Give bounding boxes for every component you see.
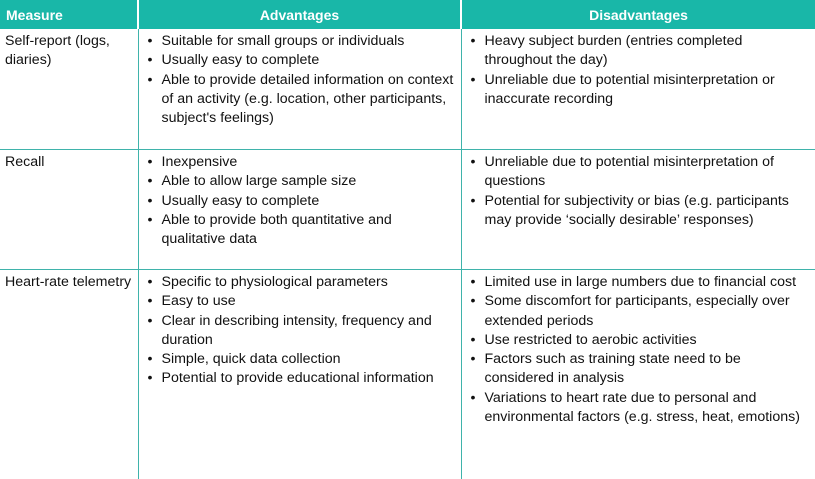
- list-item: [467, 292, 812, 331]
- list-item: [144, 292, 457, 311]
- disadvantages-list: [467, 273, 812, 427]
- disadvantages-list: [467, 153, 812, 230]
- list-item: [144, 273, 457, 292]
- bullet-icon: •: [471, 71, 476, 90]
- advantages-cell: [138, 150, 461, 270]
- bullet-icon: •: [148, 153, 153, 172]
- list-item-text: Clear in describing intensity, frequency and duration: [162, 313, 432, 348]
- table-row: [0, 270, 815, 479]
- bullet-icon: •: [148, 273, 153, 292]
- list-item: [144, 153, 457, 172]
- header-row: [0, 0, 815, 29]
- advantages-cell: [138, 270, 461, 479]
- bullet-icon: •: [148, 32, 153, 51]
- list-item: [467, 389, 812, 428]
- table-row: [0, 150, 815, 270]
- table-header: [0, 0, 815, 29]
- list-item: [144, 192, 457, 211]
- bullet-icon: •: [471, 292, 476, 311]
- bullet-icon: •: [148, 172, 153, 191]
- list-item: [144, 32, 457, 51]
- list-item-text: Usually easy to complete: [162, 52, 320, 68]
- list-item-text: Variations to heart rate due to personal and environmental factors (e.g. stress, heat, emotions): [485, 390, 800, 425]
- bullet-icon: •: [471, 153, 476, 172]
- list-item: [467, 71, 812, 110]
- list-item: [467, 350, 812, 389]
- list-item-text: Usually easy to complete: [162, 193, 320, 209]
- list-item: [144, 369, 457, 388]
- list-item: [144, 71, 457, 129]
- table-row: [0, 29, 815, 150]
- list-item: [144, 312, 457, 351]
- bullet-icon: •: [148, 292, 153, 311]
- bullet-icon: •: [471, 331, 476, 350]
- header-disadvantages: Disadvantages: [461, 0, 815, 29]
- list-item-text: Unreliable due to potential misinterpretation of questions: [485, 154, 774, 189]
- list-item-text: Potential for subjectivity or bias (e.g. participants may provide ‘socially desirable’ responses): [485, 193, 789, 228]
- list-item: [467, 32, 812, 71]
- bullet-icon: •: [148, 350, 153, 369]
- disadvantages-cell: [461, 29, 815, 150]
- bullet-icon: •: [471, 32, 476, 51]
- list-item-text: Inexpensive: [162, 154, 238, 170]
- disadvantages-cell: [461, 150, 815, 270]
- bullet-icon: •: [471, 389, 476, 408]
- bullet-icon: •: [471, 192, 476, 211]
- list-item-text: Potential to provide educational information: [162, 370, 434, 386]
- list-item: [467, 331, 812, 350]
- disadvantages-cell: [461, 270, 815, 479]
- table-body: [0, 29, 815, 479]
- measure-cell: Self-report (logs, diaries): [0, 29, 138, 150]
- list-item-text: Able to provide both quantitative and qualitative data: [162, 212, 392, 247]
- bullet-icon: •: [148, 369, 153, 388]
- list-item-text: Easy to use: [162, 293, 236, 309]
- disadvantages-list: [467, 32, 812, 109]
- list-item-text: Limited use in large numbers due to financial cost: [485, 274, 797, 290]
- bullet-icon: •: [148, 211, 153, 230]
- list-item: [467, 273, 812, 292]
- list-item: [144, 211, 457, 250]
- list-item-text: Specific to physiological parameters: [162, 274, 388, 290]
- bullet-icon: •: [148, 312, 153, 331]
- list-item-text: Simple, quick data collection: [162, 351, 341, 367]
- list-item-text: Some discomfort for participants, especially over extended periods: [485, 293, 790, 328]
- measure-cell: Recall: [0, 150, 138, 270]
- advantages-list: [144, 273, 457, 389]
- measure-cell: Heart-rate telemetry: [0, 270, 138, 479]
- bullet-icon: •: [148, 71, 153, 90]
- list-item-text: Unreliable due to potential misinterpretation or inaccurate recording: [485, 72, 775, 107]
- bullet-icon: •: [148, 192, 153, 211]
- header-measure: Measure: [0, 0, 138, 29]
- list-item-text: Heavy subject burden (entries completed throughout the day): [485, 33, 743, 68]
- header-advantages: Advantages: [138, 0, 461, 29]
- bullet-icon: •: [471, 350, 476, 369]
- list-item: [467, 192, 812, 231]
- list-item: [144, 350, 457, 369]
- list-item-text: Able to allow large sample size: [162, 173, 357, 189]
- bullet-icon: •: [471, 273, 476, 292]
- list-item: [144, 51, 457, 70]
- list-item-text: Factors such as training state need to be considered in analysis: [485, 351, 741, 386]
- bullet-icon: •: [148, 51, 153, 70]
- advantages-list: [144, 153, 457, 249]
- list-item-text: Suitable for small groups or individuals: [162, 33, 405, 49]
- list-item-text: Use restricted to aerobic activities: [485, 332, 697, 348]
- advantages-list: [144, 32, 457, 128]
- advantages-cell: [138, 29, 461, 150]
- list-item-text: Able to provide detailed information on context of an activity (e.g. location, other participants, subject's feelings): [162, 72, 454, 127]
- list-item: [467, 153, 812, 192]
- list-item: [144, 172, 457, 191]
